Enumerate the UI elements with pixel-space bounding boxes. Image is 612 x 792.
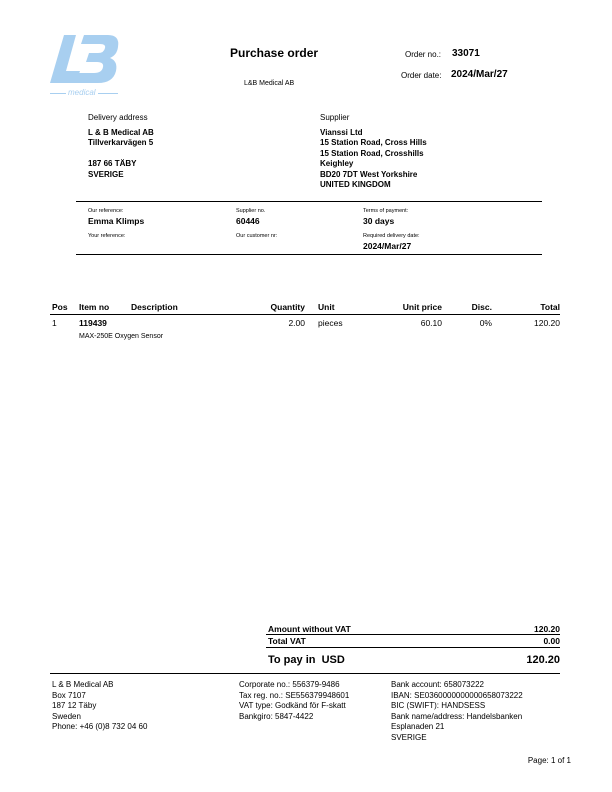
footer-line: 187 12 Täby	[52, 701, 97, 710]
footer-line: Bank name/address: Handelsbanken	[391, 711, 523, 721]
totals-divider	[266, 634, 560, 635]
amount-without-vat-value: 120.20	[534, 624, 560, 634]
delivery-date-label: Required delivery date:	[363, 233, 420, 239]
supplier-no-value: 60446	[236, 216, 260, 226]
delivery-line	[88, 149, 154, 160]
supplier-line: Vianssi Ltd	[320, 127, 363, 137]
footer-line: Box 7107	[52, 690, 86, 700]
total-vat-value: 0.00	[543, 636, 560, 646]
footer-line: L & B Medical AB	[52, 680, 114, 689]
company-name: L&B Medical AB	[244, 80, 295, 87]
order-date-value: 2024/Mar/27	[451, 69, 508, 80]
row-disc: 0%	[479, 318, 492, 328]
footer-line: Esplanaden 21	[391, 722, 445, 731]
to-pay-value: 120.20	[526, 654, 560, 666]
terms-label: Terms of payment:	[363, 208, 409, 214]
col-item-no: Item no	[79, 302, 110, 312]
footer-line: Phone: +46 (0)8 732 04 60	[52, 722, 148, 731]
row-unit: pieces	[318, 318, 343, 328]
col-unit-price: Unit price	[402, 302, 442, 312]
delivery-heading: Delivery address	[88, 113, 148, 122]
footer-line: BIC (SWIFT): HANDSESS	[391, 701, 486, 710]
delivery-line: L & B Medical AB	[88, 127, 154, 137]
footer-bank	[391, 680, 523, 743]
row-unit-price: 60.10	[420, 318, 442, 328]
col-quantity: Quantity	[270, 302, 305, 312]
supplier-line: BD20 7DT West Yorkshire	[320, 169, 418, 179]
footer-line: Tax reg. no.: SE556379948601	[239, 690, 350, 700]
supplier-line: UNITED KINGDOM	[320, 180, 391, 189]
footer-line: Corporate no.: 556379-9486	[239, 680, 340, 689]
col-description: Description	[131, 302, 178, 312]
footer-line: SVERIGE	[391, 732, 427, 742]
totals-divider	[266, 647, 560, 648]
logo-graphic	[50, 33, 122, 87]
divider	[76, 201, 542, 202]
delivery-line: 187 66 TÄBY	[88, 159, 137, 168]
order-date-label: Order date:	[401, 71, 442, 80]
our-customer-nr-label: Our customer nr:	[236, 233, 278, 239]
your-reference-label: Your reference:	[88, 233, 126, 239]
table-header-divider	[50, 314, 560, 315]
col-total: Total	[540, 302, 560, 312]
footer-divider	[50, 673, 560, 674]
delivery-line: Tillverkarvägen 5	[88, 138, 154, 147]
footer-line: Bankgiro: 5847-4422	[239, 711, 314, 721]
footer-line: IBAN: SE0360000000000658073222	[391, 690, 523, 700]
footer-line: VAT type: Godkänd för F-skatt	[239, 701, 346, 710]
page-title: Purchase order	[230, 46, 319, 60]
footer-registration	[239, 680, 349, 722]
total-vat-label: Total VAT	[268, 636, 306, 646]
page-number: Page: 1 of 1	[527, 756, 571, 765]
terms-value: 30 days	[363, 216, 395, 226]
logo-subtext: medical	[50, 88, 118, 98]
row-pos: 1	[52, 318, 57, 328]
footer-company	[52, 680, 147, 733]
company-logo	[50, 33, 122, 99]
supplier-line: 15 Station Road, Cross Hills	[320, 138, 427, 147]
our-reference-label: Our reference:	[88, 208, 124, 214]
delivery-line: SVERIGE	[88, 169, 124, 179]
amount-without-vat-label: Amount without VAT	[268, 624, 351, 634]
our-reference-value: Emma Klimps	[88, 216, 145, 226]
footer-line: Bank account: 658073222	[391, 680, 484, 689]
supplier-no-label: Supplier no.	[236, 208, 266, 214]
row-description: MAX-250E Oxygen Sensor	[79, 333, 164, 340]
to-pay-label: To pay in USD	[268, 654, 345, 666]
col-unit: Unit	[318, 302, 335, 312]
delivery-date-value: 2024/Mar/27	[363, 241, 412, 251]
supplier-line: 15 Station Road, Crosshills	[320, 148, 424, 158]
divider	[76, 254, 542, 255]
footer-line: Sweden	[52, 711, 81, 721]
row-item-no: 119439	[79, 318, 107, 328]
order-no-label: Order no.:	[405, 50, 442, 59]
delivery-address	[88, 113, 154, 180]
order-no-value: 33071	[452, 48, 480, 59]
supplier-address	[320, 113, 427, 191]
supplier-heading: Supplier	[320, 113, 350, 122]
supplier-line: Keighley	[320, 159, 354, 168]
col-pos: Pos	[52, 302, 68, 312]
row-total: 120.20	[534, 318, 560, 328]
row-quantity: 2.00	[288, 318, 305, 328]
col-disc: Disc.	[471, 302, 492, 312]
